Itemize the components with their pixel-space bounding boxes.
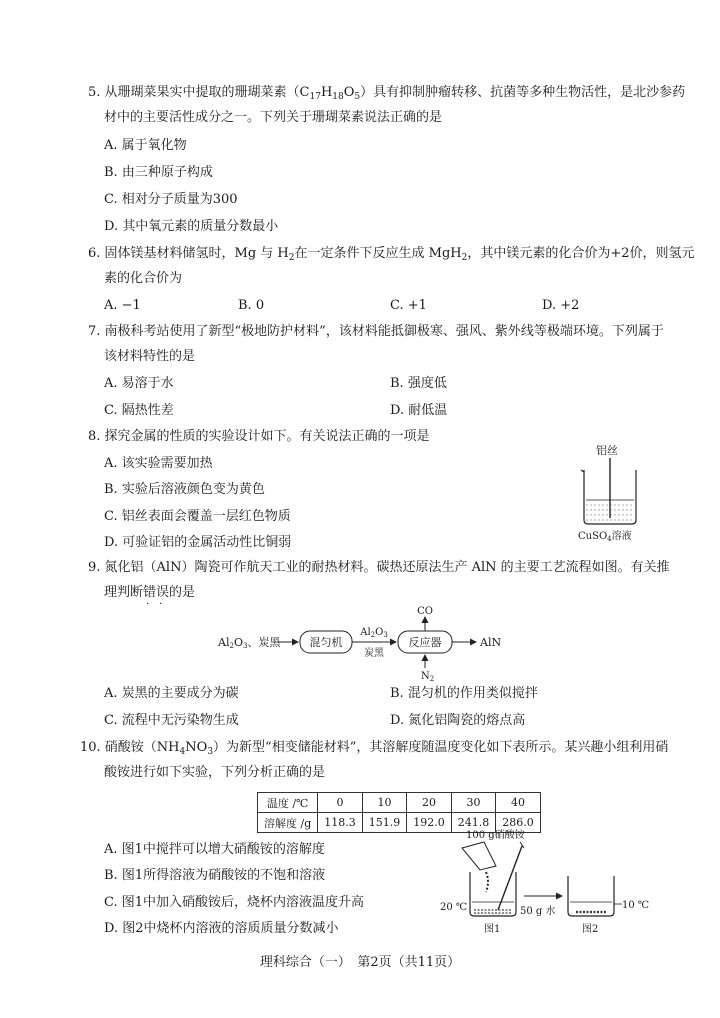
q8-option-b: B. 实验后溶液颜色变为黄色: [104, 482, 265, 497]
q7-stem-line1: 7. 南极科考站使用了新型“极地防护材料”，该材料能抵御极寒、强风、紫外线等极端环境。下列属于: [88, 324, 664, 339]
q10-experiment-figure: [436, 826, 652, 936]
q8-solution-label: CuSO$_4$溶液: [578, 531, 632, 543]
q5-stem-line2: 材中的主要活性成分之一。下列关于珊瑚菜素说法正确的是: [104, 110, 443, 125]
table-cell: 20: [407, 793, 452, 813]
q10-option-c: C. 图1中加入硝酸铵后，烧杯内溶液温度升高: [104, 895, 365, 910]
q5-option-c: C. 相对分子质量为300: [104, 192, 238, 207]
q8-option-a: A. 该实验需要加热: [104, 456, 213, 471]
q9-option-b: B. 混匀机的作用类似搅拌: [390, 686, 538, 701]
table-cell: 40: [496, 793, 541, 813]
flow-input-label: Al2O3、炭黑: [218, 636, 281, 650]
table-cell: 192.0: [407, 813, 452, 833]
beaker-icon: [568, 876, 614, 916]
q7-option-d: D. 耐低温: [390, 403, 448, 418]
q6-option-d: D. +2: [542, 298, 580, 313]
q7-option-a: A. 易溶于水: [104, 376, 174, 391]
fig2-label: 图2: [582, 924, 599, 935]
fig-water-label: 50 g 水: [520, 906, 556, 917]
fig-temp-right: 10 ℃: [622, 900, 650, 911]
flow-mid-bottom-label: 炭黑: [364, 648, 384, 659]
q5-option-d: D. 其中氧元素的质量分数最小: [104, 219, 279, 234]
q9-option-a: A. 炭黑的主要成分为碳: [104, 686, 239, 701]
fig-top-label: 100 g硝酸铵: [466, 830, 525, 841]
q7-option-c: C. 隔热性差: [104, 403, 174, 418]
q6-option-a: A. −1: [104, 298, 141, 313]
table-cell: 286.0: [496, 813, 541, 833]
q10-option-d: D. 图2中烧杯内溶液的溶质质量分数减小: [104, 921, 339, 936]
table-cell: 0: [318, 793, 363, 813]
table-header-temp: 温度 /℃: [258, 793, 318, 813]
table-cell: 10: [362, 793, 407, 813]
table-cell: 118.3: [318, 813, 363, 833]
q5-stem-line1: 5. 从珊瑚菜果实中提取的珊瑚菜素$(C_{17}H_{18}O_5)$具有抑制肿瘤转移、抗菌等多种生物活性，是北沙参药: [88, 85, 686, 102]
q6-option-b: B. 0: [238, 298, 265, 313]
table-cell: 151.9: [362, 813, 407, 833]
q8-option-d: D. 可验证铝的金属活动性比铜弱: [104, 535, 292, 550]
q9-stem-line1: 9. 氮化铝（AlN）陶瓷可作航天工业的耐热材料。碳热还原法生产 AlN 的主要工艺流程如图。有关推: [88, 560, 670, 575]
reactor-label: 反应器: [408, 636, 442, 649]
q6-stem-line1: 6. 固体镁基材料储氢时，Mg 与 $H_2$在一定条件下反应生成 MgH$_2$，其中镁元素的化合价为+2价，则氢元: [88, 246, 695, 263]
mixer-label: 混匀机: [309, 636, 343, 649]
q8-beaker-figure: [570, 440, 650, 545]
page-footer: 理科综合（一） 第2页（共11页）: [259, 955, 461, 970]
q5-option-a: A. 属于氧化物: [104, 138, 187, 153]
q9-option-d: D. 氮化铝陶瓷的熔点高: [390, 713, 526, 728]
q10-stem-line2: 酸铵进行如下实验，下列分析正确的是: [104, 765, 326, 780]
q10-stem-line1: 10. 硝酸铵$(NH_4NO_3)$为新型“相变储能材料”，其溶解度随温度变化如下表所示。某兴趣小组利用硝: [80, 740, 669, 757]
fig1-label: 图1: [484, 924, 501, 935]
fig-temp-left: 20 ℃: [440, 902, 468, 913]
q6-option-c: C. +1: [390, 298, 427, 313]
q9-stem-line2: 理判断错误 · · 的是: [104, 585, 196, 610]
flow-gas-out-label: CO: [417, 606, 433, 617]
q8-stem-line1: 8. 探究金属的性质的实验设计如下。有关说法正确的一项是: [88, 429, 430, 444]
q5-option-b: B. 由三种原子构成: [104, 165, 213, 180]
beaker-icon: [581, 470, 636, 524]
q9-emphasis-word: 错误 · ·: [143, 585, 170, 610]
flow-mid-top-label: $Al_2O_3$: [360, 627, 388, 639]
q8-wire-label: 铝丝: [596, 444, 618, 457]
q9-option-c: C. 流程中无污染物生成: [104, 713, 239, 728]
q7-stem-line2: 该材料特性的是: [104, 349, 196, 364]
q10-option-a: A. 图1中搅拌可以增大硝酸铵的溶解度: [104, 842, 325, 857]
flow-output-label: AlN: [480, 636, 502, 649]
q9-flow-diagram: [214, 604, 534, 682]
q8-option-c: C. 铝丝表面会覆盖一层红色物质: [104, 509, 291, 524]
q10-option-b: B. 图1所得溶液为硝酸铵的不饱和溶液: [104, 868, 326, 883]
table-row: [258, 793, 541, 813]
table-cell: 241.8: [451, 813, 496, 833]
q6-stem-line2: 素的化合价为: [104, 271, 183, 286]
flow-gas-in-label: $N_2$: [421, 671, 435, 682]
table-header-solubility: 溶解度 /g: [258, 813, 318, 833]
q7-option-b: B. 强度低: [390, 376, 447, 391]
table-cell: 30: [451, 793, 496, 813]
